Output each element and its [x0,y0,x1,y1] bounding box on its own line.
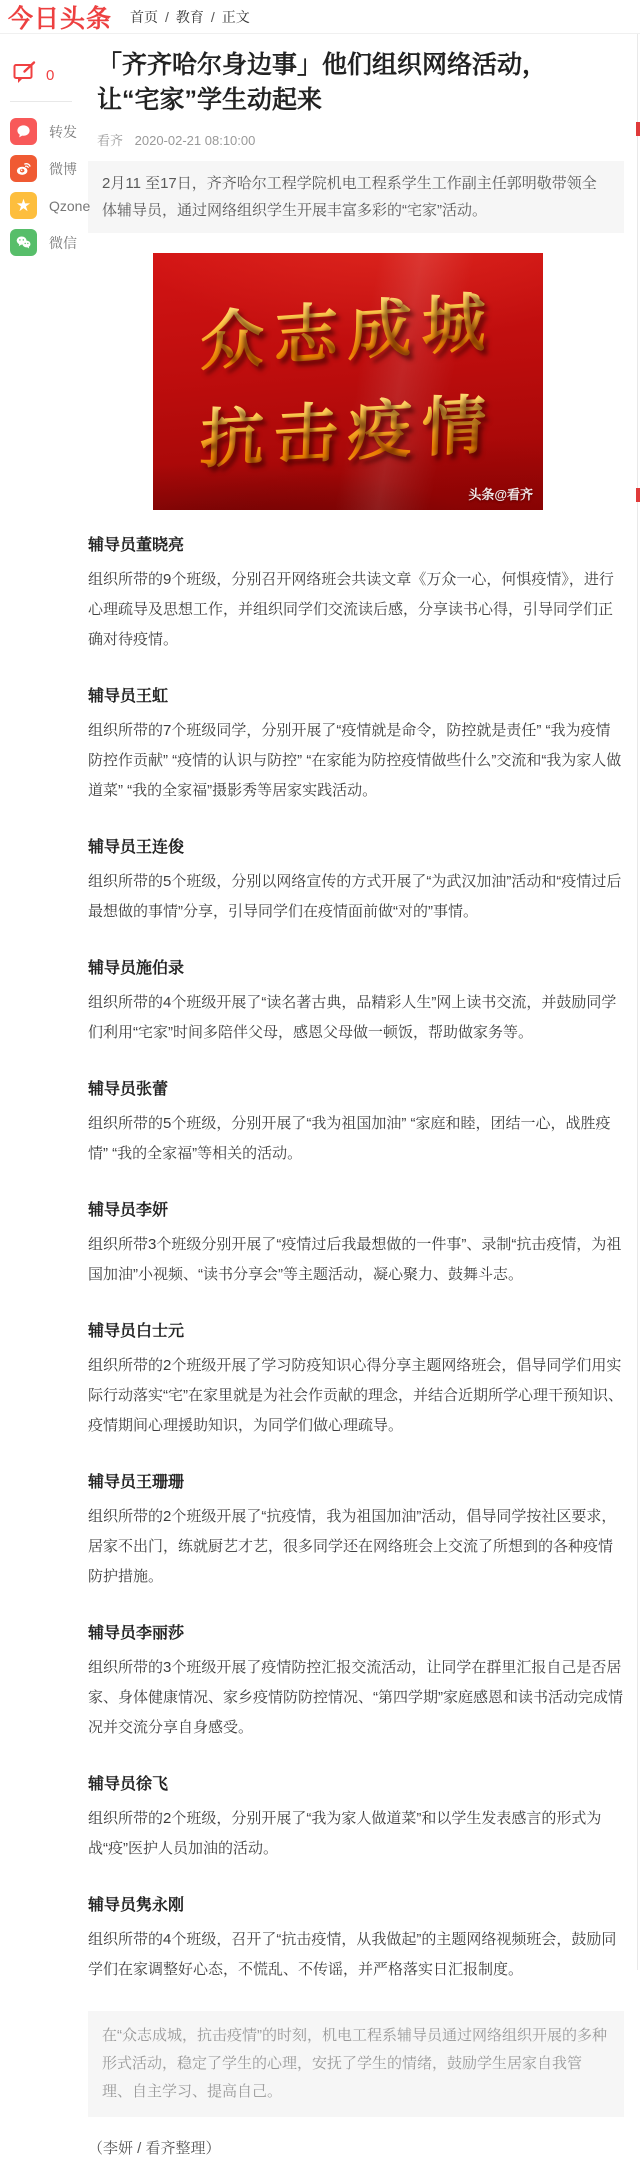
counselor-section [88,683,624,806]
share-repost-label: 转发 [49,123,77,140]
counselor-paragraph: 组织所带的5个班级，分别开展了“我为祖国加油” “家庭和睦，团结一心，战胜疫情” “我的全家福”等相关的活动。 [88,1115,611,1162]
counselor-paragraph: 组织所带的2个班级开展了学习防疫知识心得分享主题网络班会，倡导同学们用实际行动落实“宅”在家里就是为社会作贡献的理念，并结合近期所学心理干预知识、疫情期间心理援助知识，为同学们做心理疏导。 [88,1357,623,1434]
breadcrumb-current: / 正文 [204,7,250,27]
counselor-section [88,1197,624,1290]
share-weibo-label: 微博 [49,160,77,177]
counselor-section [88,1469,624,1592]
counselor-heading: 辅导员隽永刚 [88,1897,185,1914]
share-wechat-label: 微信 [49,234,77,251]
counselor-heading: 辅导员徐飞 [88,1776,169,1793]
site-header [0,0,640,34]
counselor-heading: 辅导员张蕾 [88,1081,169,1098]
comment-button[interactable] [10,58,82,101]
counselor-paragraph: 组织所带3个班级分别开展了“疫情过后我最想做的一件事”、录制“抗击疫情，为祖国加油”小视频、“读书分享会”等主题活动，凝心聚力、鼓舞斗志。 [88,1236,622,1283]
counselor-heading: 辅导员白士元 [88,1323,185,1340]
hero-calligraphy-line1: 众志成城 [200,271,497,384]
counselor-section [88,1620,624,1743]
counselor-section [88,1892,624,1985]
counselor-heading: 辅导员王珊珊 [88,1474,185,1491]
publish-time: 2020-02-21 08:10:00 [134,133,256,148]
counselor-paragraph: 组织所带的9个班级，分别召开网络班会共读文章《万众一心，何惧疫情》，进行心理疏导及思想工作，并组织同学们交流读后感，分享读书心得，引导同学们正确对待疫情。 [88,571,614,648]
counselor-section [88,1318,624,1441]
breadcrumb-education[interactable]: / 教育 [158,7,204,27]
article [0,48,640,2158]
breadcrumb-home[interactable]: 首页 [130,8,159,25]
comment-count: 0 [46,67,55,84]
article-title: 「齐齐哈尔身边事」他们组织网络活动，让“宅家”学生动起来 [97,51,548,114]
counselor-paragraph: 组织所带的2个班级，分别开展了“我为家人做道菜”和以学生发表感言的形式为战“疫”医护人员加油的活动。 [88,1810,602,1857]
credit-line: （李妍 / 看齐整理） [88,2140,221,2157]
share-qzone-label: Qzone [49,197,91,214]
counselor-section [88,1771,624,1864]
counselor-section [88,532,624,655]
share-weibo-button[interactable] [10,155,82,182]
counselor-paragraph: 组织所带的4个班级，召开了“抗击疫情，从我做起”的主题网络视频班会，鼓励同学们在家调整好心态，不慌乱、不传谣，并严格落实日汇报制度。 [88,1931,617,1978]
wechat-icon [10,229,37,256]
counselor-paragraph: 组织所带的3个班级开展了疫情防控汇报交流活动，让同学在群里汇报自己是否居家、身体健康情况、家乡疫情防防控情况、“第四学期”家庭感恩和读书活动完成情况并交流分享自身感受。 [88,1659,623,1736]
counselor-paragraph: 组织所带的5个班级，分别以网络宣传的方式开展了“为武汉加油”活动和“疫情过后最想做的事情”分享，引导同学们在疫情面前做“对的”事情。 [88,873,622,920]
intro-quote-box: 2月11 至17日，齐齐哈尔工程学院机电工程系学生工作副主任郭明敬带领全体辅导员，通过网络组织学生开展丰富多彩的“宅家”活动。 [88,161,624,233]
scrollbar-marker-mid[interactable] [636,488,640,502]
chat-bubble-icon [10,118,37,145]
counselor-heading: 辅导员王连俊 [88,839,185,856]
counselor-section [88,955,624,1048]
share-qzone-button[interactable] [10,192,91,219]
weibo-icon [10,155,37,182]
breadcrumb [130,7,250,27]
counselor-heading: 辅导员李妍 [88,1202,169,1219]
share-wechat-button[interactable] [10,229,82,256]
counselor-heading: 辅导员王虹 [88,688,169,705]
counselor-heading: 辅导员李丽莎 [88,1625,185,1642]
qzone-star-icon: ★ [10,192,37,219]
comment-edit-icon [12,60,38,91]
counselor-heading: 辅导员董晓亮 [88,537,185,554]
hero-watermark: 头条@看齐 [468,487,533,502]
counselor-heading: 辅导员施伯录 [88,960,185,977]
rail-divider [10,101,72,102]
counselor-paragraph: 组织所带的4个班级开展了“读名著古典，品精彩人生”网上读书交流，并鼓励同学们利用“宅家”时间多陪伴父母，感恩父母做一顿饭，帮助做家务等。 [88,994,617,1041]
closing-quote-box: 在“众志成城，抗击疫情”的时刻，机电工程系辅导员通过网络组织开展的多种形式活动，稳定了学生的心理，安抚了学生的情绪，鼓励学生居家自我管理、自主学习、提高自己。 [88,2011,624,2117]
article-sections [88,532,624,1985]
counselor-section [88,1076,624,1169]
share-sidebar [10,58,91,266]
counselor-section [88,834,624,927]
share-repost-button[interactable] [10,118,82,145]
hero-image [153,253,543,510]
toutiao-logo[interactable]: 今日头条 [8,4,113,33]
scrollbar-marker-top[interactable] [636,122,640,136]
counselor-paragraph: 组织所带的7个班级同学，分别开展了“疫情就是命令，防控就是责任” “我为疫情防控作贡献” “疫情的认识与防控” “在家能为防控疫情做些什么”交流和“我为家人做道菜” “我的全家福”摄影秀等居家实践活动。 [88,722,622,799]
counselor-paragraph: 组织所带的2个班级开展了“抗疫情，我为祖国加油”活动，倡导同学按社区要求，居家不出门，练就厨艺才艺，很多同学还在网络班会上交流了所想到的各种疫情防护措施。 [88,1508,617,1585]
scrollbar-track [637,34,638,1970]
author-name[interactable]: 看齐 [97,133,124,148]
hero-calligraphy-line2: 抗击疫情 [199,373,498,481]
byline [97,130,624,149]
